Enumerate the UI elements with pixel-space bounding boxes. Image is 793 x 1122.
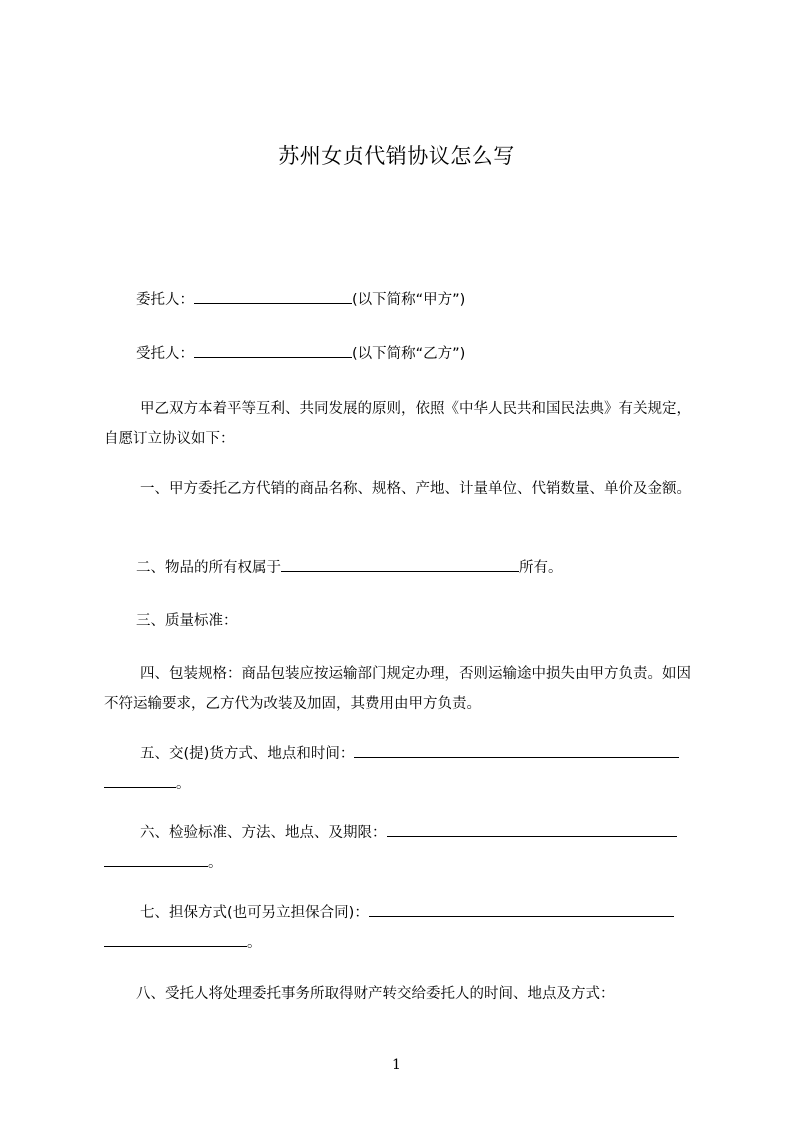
clause-3: 三、质量标准： [136,613,238,629]
principal-suffix: (以下简称“甲方”) [352,292,466,308]
principal-blank [194,287,352,304]
clause-5-label: 五、交(提)货方式、地点和时间： [140,746,355,762]
agent-label: 受托人： [136,346,194,362]
inspection-blank-2 [104,850,208,867]
clause-6-label: 六、检验标准、方法、地点、及期限： [140,825,387,841]
clause-1: 一、甲方委托乙方代销的商品名称、规格、产地、计量单位、代销数量、单价及金额。 [140,481,691,497]
ownership-blank [281,555,519,572]
clause-preamble: 甲乙双方本着平等互利、共同发展的原则，依照《中华人民共和国民法典》有关规定，自愿订立协议如下： [104,401,691,447]
clause-7 [104,898,704,958]
clause-4: 四、包装规格：商品包装应按运输部门规定办理，否则运输途中损失由甲方负责。如因不符运输要求，乙方代为改装及加固，其费用由甲方负责。 [104,666,691,712]
clause-agent [104,339,704,369]
clause-6 [104,818,704,878]
clause-8: 八、受托人将处理委托事务所取得财产转交给委托人的时间、地点及方式： [136,986,615,1002]
agent-blank [194,341,352,358]
clause-5 [104,739,704,799]
clause-2 [104,553,704,583]
clause-2-label: 二、物品的所有权属于 [136,560,281,576]
page-number: 1 [392,1057,401,1073]
principal-label: 委托人： [136,292,194,308]
clause-principal [104,285,704,315]
clause-5-end: 。 [176,776,191,792]
guarantee-blank-1 [369,900,674,917]
delivery-blank-1 [354,741,679,758]
clause-7-end: 。 [247,935,262,951]
clause-6-end: 。 [208,855,223,871]
inspection-blank-1 [387,820,677,837]
guarantee-blank-2 [104,930,247,947]
clause-2-suffix: 所有。 [519,560,563,576]
clause-7-label: 七、担保方式(也可另立担保合同)： [140,905,369,921]
delivery-blank-2 [104,771,176,788]
agent-suffix: (以下简称“乙方”) [352,346,466,362]
document-title: 苏州女贞代销协议怎么写 [278,144,515,168]
